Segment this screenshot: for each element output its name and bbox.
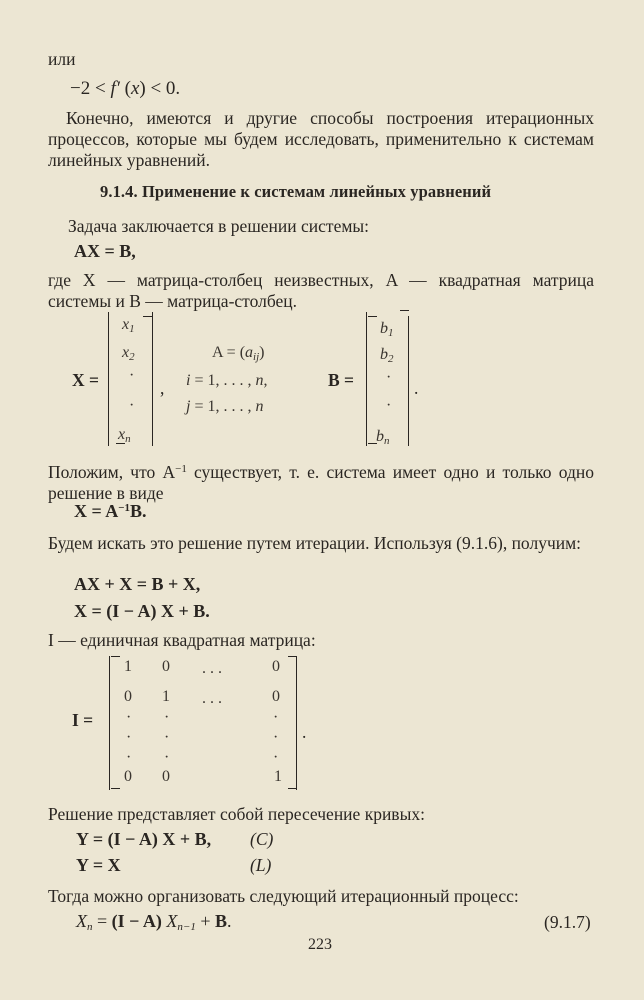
matrix-x-bracket-tick [143,316,152,317]
matrix-i-left-bracket [109,656,110,790]
matrix-i-cell: 1 [124,658,132,675]
matrix-x-label: X = [72,370,99,390]
matrix-x-entry-n: $x_n$ [118,426,131,445]
matrix-i-dot: · [164,749,170,766]
equation-inverse: $X = A^{-1}B$. [74,501,147,521]
matrix-i-bracket-tick [111,656,120,657]
j-range: j = 1, . . . , n [186,398,264,415]
matrix-i-cell: 1 [274,768,282,785]
matrix-b-label: B = [328,370,355,390]
section-heading: 9.1.4. Применение к системам линейных уравнений [100,182,492,201]
matrix-x-left-bracket [108,312,109,446]
matrix-i-cell: 0 [162,658,170,675]
matrix-i-dot: · [273,709,279,726]
equation-ax-b: AX = B, [74,241,136,261]
i-range: i = 1, . . . , n, [186,372,268,389]
paragraph-iteration: Будем искать это решение путем итерации. Используя (9.1.6), получим: [48,533,582,553]
curve-l-tag: (L) [250,855,272,875]
equation-iter-1: AX + X = B + X, [74,574,201,594]
matrix-x-dot: · [129,367,135,384]
matrix-i-right-bracket [296,656,297,790]
matrix-i-dot: · [164,709,170,726]
matrix-i-dot: · [126,749,132,766]
matrix-b-dot: · [386,397,392,414]
matrix-i-label: I = [72,710,94,730]
period: . [414,378,419,398]
word-ili: или [48,49,76,69]
task-sentence: Задача заключается в решении системы: [68,216,370,236]
paragraph-inverse: Положим, что $A^{-1}$ существует, т. е. система имеет одно и только одно решение в виде [48,462,594,503]
matrix-b-entry-1: $b_1$ [380,320,394,339]
matrix-i-dot: · [126,729,132,746]
curve-c-equation: Y = (I − A) X + B, [76,829,212,849]
process-sentence: Тогда можно организовать следующий итерационный процесс: [48,886,519,906]
matrix-x-dot: · [129,397,135,414]
final-equation: $X_n = (I - A) X_{n-1} + B$. [76,911,232,933]
curve-l-equation: Y = X [76,855,121,875]
matrix-x-right-bracket [152,312,153,446]
matrix-b-left-bracket [366,312,367,446]
matrix-x-entry-2: $x_2$ [122,344,135,363]
matrix-i-bracket-tick [111,788,120,789]
matrix-i-dot: · [273,749,279,766]
identity-sentence: I — единичная квадратная матрица: [48,630,316,650]
period: . [302,722,307,742]
matrix-i-dots: . . . [202,690,222,707]
matrix-i-cell: 1 [162,688,170,705]
matrix-x-entry-1: $x_1$ [122,316,135,335]
matrix-b-bracket-tick [400,310,409,311]
matrix-i-cell: 0 [272,658,280,675]
matrix-i-cell: 0 [272,688,280,705]
inequality-formula: −2 < f′ (x) < 0. [70,78,181,99]
curves-sentence: Решение представляет собой пересечение кривых: [48,804,425,824]
matrix-i-bracket-tick [288,656,297,657]
paragraph-other-methods: Конечно, имеются и другие способы построения итерационных процессов, которые мы будем исследовать, применительно к системам линейных уравнений. [48,108,594,170]
comma: , [160,378,165,398]
matrix-i-dot: · [273,729,279,746]
matrix-i-cell: 0 [124,688,132,705]
matrix-b-right-bracket [408,316,409,446]
matrix-i-dots: . . . [202,660,222,677]
curve-c-tag: (C) [250,829,274,849]
page-number: 223 [308,936,332,953]
equation-number: (9.1.7) [544,912,591,932]
a-definition: $A = (a_{ij})$ [212,344,265,363]
matrix-b-bracket-tick [368,316,377,317]
paragraph-definitions: где X — матрица-столбец неизвестных, A — квадратная матрица системы и B — матрица-столбец. [48,270,594,311]
matrix-b-dot: · [386,369,392,386]
matrix-i-cell: 0 [162,768,170,785]
matrix-i-bracket-tick [288,788,297,789]
matrix-i-dot: · [126,709,132,726]
equation-iter-2: X = (I − A) X + B. [74,601,210,621]
matrix-i-cell: 0 [124,768,132,785]
matrix-b-entry-2: $b_2$ [380,346,394,365]
matrix-i-dot: · [164,729,170,746]
matrix-b-entry-n: $b_n$ [376,428,390,447]
